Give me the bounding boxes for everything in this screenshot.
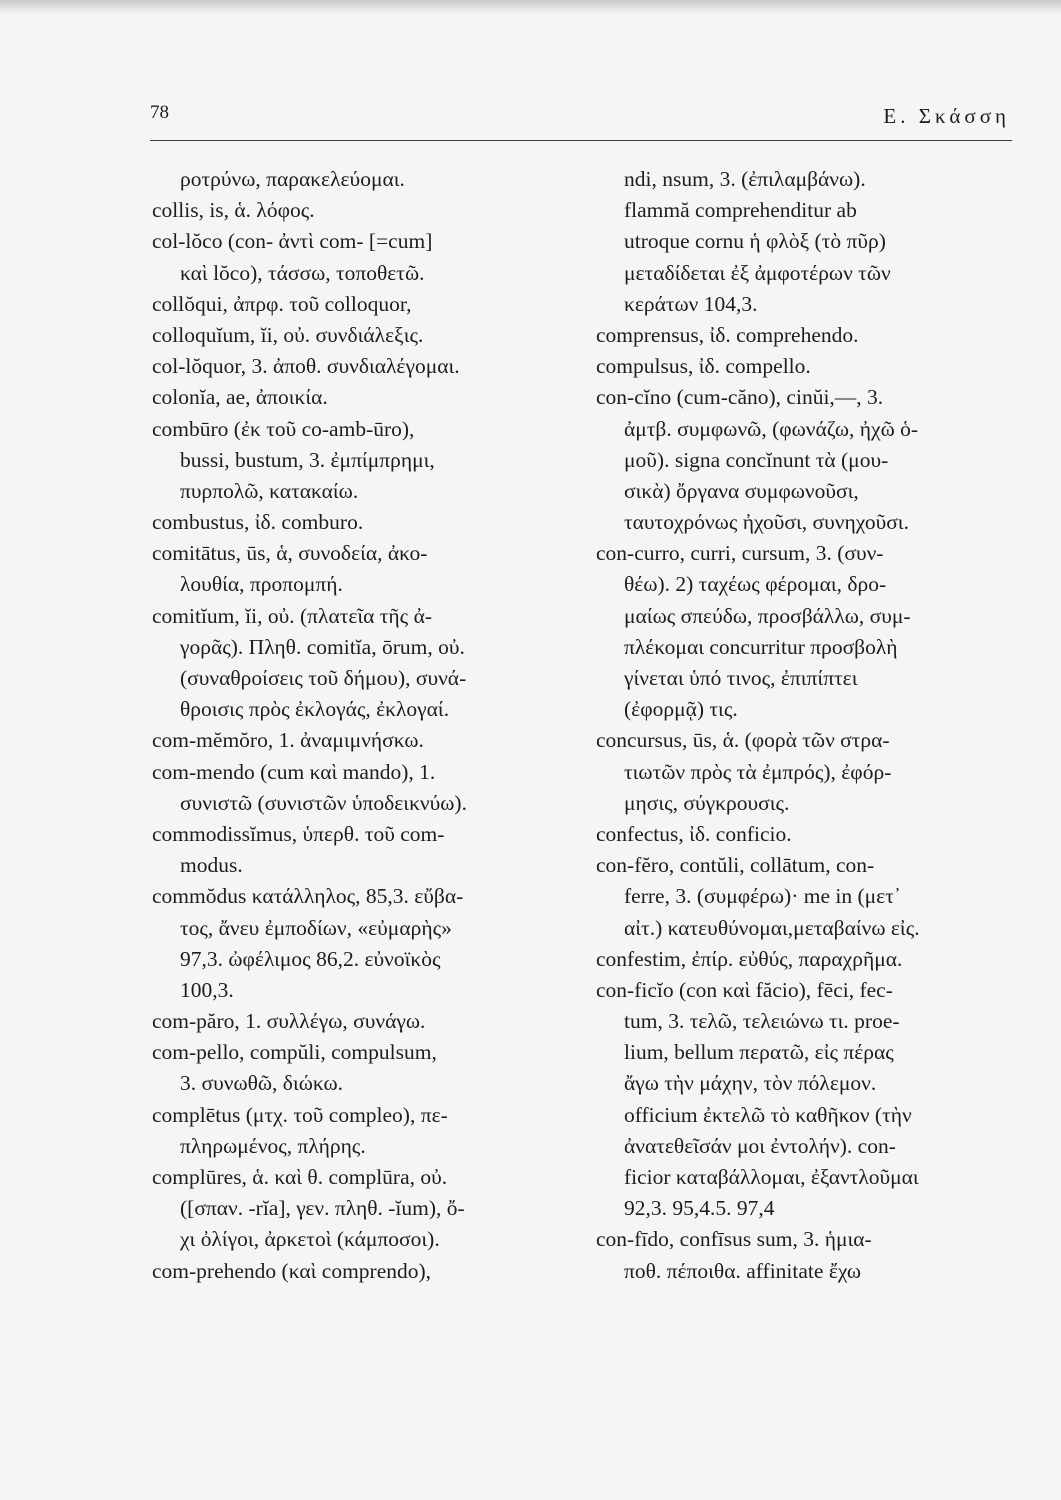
page-number: 78 [150,102,169,123]
entry-line: com-pello, compŭli, compulsum, [152,1040,437,1065]
entry-line: ροτρύνω, παρακελεύομαι. [180,167,405,191]
entry-line: comitĭum, ĭi, οὐ. (πλατεῖα τῆς ἀ- [152,603,432,628]
entry-line: μοῦ). signa concĭnunt τὰ (μου- [624,447,889,472]
entry-line: 97,3. ὠφέλιμος 86,2. εὐνοϊκὸς [180,946,441,971]
entry-line: col-lŏquor, 3. ἀποθ. συνδιαλέγομαι. [152,354,460,379]
running-head: Ε. Σκάσση [883,104,1010,128]
entry-line: confectus, ἰδ. conficio. [596,821,792,846]
entry-line: colonĭa, ae, ἀποικία. [152,385,328,410]
entry-line: commodissĭmus, ὑπερθ. τοῦ com- [152,821,445,846]
entry-line: λουθία, προπομπή. [180,572,343,597]
entry-line: comitātus, ūs, ἁ, συνοδεία, ἀκο- [152,541,428,566]
entry-line: 100,3. [180,977,234,1002]
entry-line: ndi, nsum, 3. (ἐπιλαμβάνω). [624,167,866,191]
entry-line: con-ficĭo (con καὶ făcio), fēci, fec- [596,977,893,1002]
header-rule [150,140,1012,141]
entry-line: μεταδίδεται ἐξ ἀμφοτέρων τῶν [624,260,891,285]
entry-line: con-fĕro, contŭli, collātum, con- [596,853,875,878]
entry-line: colloquĭum, ĭi, οὐ. συνδιάλεξις. [152,322,424,347]
entry-line: comprensus, ἰδ. comprehendo. [596,322,859,347]
entry-line: con-curro, curri, cursum, 3. (συν- [596,541,884,566]
entry-line: καὶ lŏco), τάσσω, τοποθετῶ. [180,260,425,285]
entry-line: μησις, σύγκρουσις. [624,790,790,815]
entry-line: θέω). 2) ταχέως φέρομαι, δρο- [624,572,887,597]
entry-line: modus. [180,853,243,878]
entry-line: com-păro, 1. συλλέγω, συνάγω. [152,1009,426,1034]
entry-line: collŏqui, ἀπρφ. τοῦ colloquor, [152,291,412,316]
entry-line: col-lŏco (con- ἀντὶ com- [=cum] [152,229,433,254]
entry-line: 3. συνωθῶ, διώκω. [180,1071,344,1096]
entry-line: ταυτοχρόνως ἠχοῦσι, συνηχοῦσι. [624,510,909,535]
entry-line: ἀμτβ. συμφωνῶ, (φωνάζω, ἠχῶ ὁ- [624,416,919,441]
entry-line: tum, 3. τελῶ, τελειώνω τι. proe- [624,1009,900,1034]
left-column [152,164,570,1287]
page-header [150,98,1010,138]
entry-line: ferre, 3. (συμφέρω)· me in (μετ᾿ [624,884,902,909]
entry-line: confestim, ἐπίρ. εὐθύς, παραχρῆμα. [596,946,903,971]
entry-line: ἀνατεθεῖσάν μοι ἐντολήν). con- [624,1133,896,1158]
entry-line: 92,3. 95,4.5. 97,4 [624,1196,775,1221]
entry-line: πληρωμένος, πλήρης. [180,1133,366,1158]
entry-line: αἰτ.) κατευθύνομαι,μεταβαίνω εἰς. [624,915,920,940]
entry-line: combūro (ἐκ τοῦ co-amb-ūro), [152,416,415,441]
entry-line: συνιστῶ (συνιστῶν ὑποδεικνύω). [180,790,467,815]
entry-line: combustus, ἰδ. comburo. [152,510,364,535]
entry-line: πλέκομαι concurritur προσβολὴ [624,634,898,659]
entry-line: τος, ἄνευ ἐμποδίων, «εὐμαρὴς» [180,915,452,940]
entry-line: χι ὀλίγοι, ἀρκετοὶ (κάμποσοι). [180,1227,440,1252]
entry-line: bussi, bustum, 3. ἐμπίμπρημι, [180,447,435,472]
entry-line: θροισις πρὸς ἐκλογάς, ἐκλογαί. [180,697,450,722]
entry-line: γορᾶς). Πληθ. comitĭa, ōrum, οὐ. [180,634,465,659]
entry-line: ([σπαν. -rĭa], γεν. πληθ. -ĭum), ὄ- [180,1196,465,1221]
entry-line: κεράτων 104,3. [624,291,758,316]
entry-line: ποθ. πέποιθα. affinitate ἔχω [624,1258,862,1283]
entry-line: compulsus, ἰδ. compello. [596,354,811,379]
entry-line: lium, bellum περατῶ, εἰς πέρας [624,1040,894,1065]
entry-line: ficior καταβάλλομαι, ἐξαντλοῦμαι [624,1165,919,1189]
entry-line: σικὰ) ὄργανα συμφωνοῦσι, [624,478,859,503]
entry-line: γίνεται ὑπό τινος, ἐπιπίπτει [624,666,858,690]
entry-line: concursus, ūs, ἁ. (φορὰ τῶν στρα- [596,728,890,753]
entry-line: com-mĕmŏro, 1. ἀναμιμνήσκω. [152,728,424,753]
entry-line: con-cĭno (cum-căno), cinŭi,—, 3. [596,385,884,410]
entry-line: collis, is, ἁ. λόφος. [152,198,315,223]
entry-line: con-fīdo, confīsus sum, 3. ἡμια- [596,1227,872,1252]
entry-line: complētus (μτχ. τοῦ compleo), πε- [152,1102,448,1127]
entry-line: (συναθροίσεις τοῦ δήμου), συνά- [180,666,467,690]
scan-top-shadow [0,0,1061,14]
entry-line: com-mendo (cum καὶ mando), 1. [152,759,436,784]
entry-line: (ἐφορμᾷ) τις. [624,697,738,722]
entry-line: officium ἐκτελῶ τὸ καθῆκον (τὴν [624,1102,912,1127]
entry-line: ἄγω τὴν μάχην, τὸν πόλεμον. [624,1071,877,1096]
right-column [596,164,1014,1287]
entry-line: τιωτῶν πρὸς τὰ ἐμπρός), ἐφόρ- [624,759,892,784]
entry-line: flammă comprehenditur ab [624,198,857,223]
entry-line: utroque cornu ἡ φλὸξ (τὸ πῦρ) [624,229,886,254]
entry-line: commŏdus κατάλληλος, 85,3. εὔβα- [152,884,464,909]
entry-line: πυρπολῶ, κατακαίω. [180,478,359,503]
entry-line: com-prehendo (καὶ comprendo), [152,1258,432,1283]
entry-line: μαίως σπεύδω, προσβάλλω, συμ- [624,603,911,628]
entry-line: complūres, ἁ. καὶ θ. complūra, οὐ. [152,1165,448,1189]
